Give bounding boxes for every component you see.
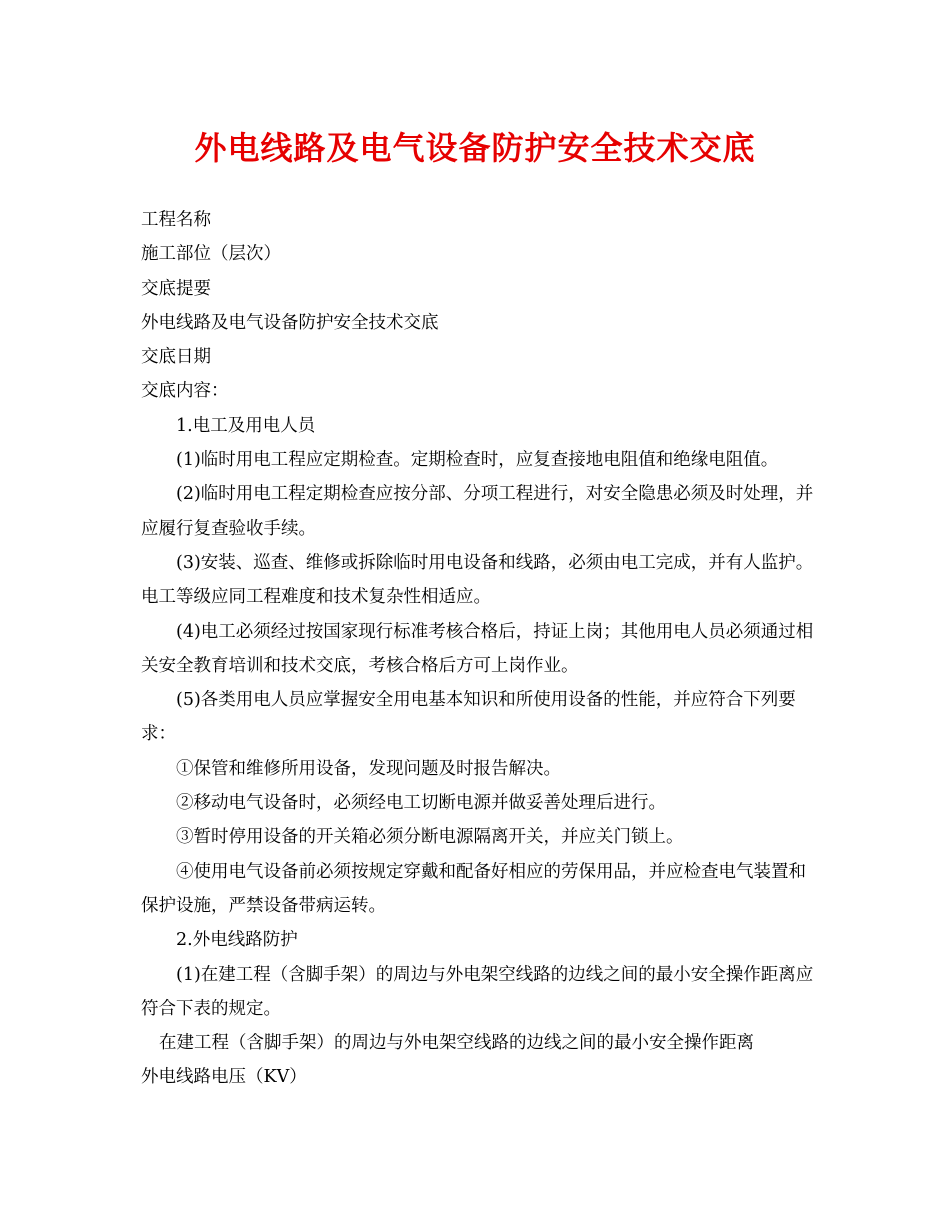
document-paragraph: ④使用电气设备前必须按规定穿戴和配备好相应的劳保用品，并应检查电气装置和保护设施，严禁设备带病运转。	[141, 861, 806, 916]
document-paragraph: (1)临时用电工程应定期检查。定期检查时，应复查接地电阻值和绝缘电阻值。	[176, 450, 779, 471]
document-paragraph: 交底内容：	[141, 381, 229, 402]
document-paragraph: (5)各类用电人员应掌握安全用电基本知识和所使用设备的性能，并应符合下列要求：	[141, 690, 796, 745]
document-paragraph: ①保管和维修所用设备，发现问题及时报告解决。	[176, 758, 561, 779]
document-paragraph: 外电线路及电气设备防护安全技术交底	[141, 312, 439, 333]
document-paragraph: 交底提要	[141, 278, 211, 299]
document-paragraph: (3)安装、巡查、维修或拆除临时用电设备和线路，必须由电工完成，并有人监护。电工等级应同工程难度和技术复杂性相适应。	[141, 552, 814, 608]
document-paragraph: 施工部位（层次）	[141, 244, 281, 265]
document-paragraph: (2)临时用电工程定期检查应按分部、分项工程进行，对安全隐患必须及时处理，并应履行复查验收手续。	[141, 484, 814, 539]
document-paragraph: 外电线路电压（KV）	[141, 1067, 307, 1088]
document-paragraph: 在建工程（含脚手架）的周边与外电架空线路的边线之间的最小安全操作距离	[159, 1033, 754, 1054]
document-paragraph: (1)在建工程（含脚手架）的周边与外电架空线路的边线之间的最小安全操作距离应符合下表的规定。	[141, 964, 814, 1019]
document-paragraph: 交底日期	[141, 347, 211, 368]
document-paragraph: 1.电工及用电人员	[176, 415, 316, 436]
document-paragraph: (4)电工必须经过按国家现行标准考核合格后，持证上岗；其他用电人员必须通过相关安全教育培训和技术交底，考核合格后方可上岗作业。	[141, 621, 814, 676]
document-paragraph: ②移动电气设备时，必须经电工切断电源并做妥善处理后进行。	[176, 793, 666, 814]
document-paragraph: 工程名称	[141, 210, 211, 230]
document-body	[141, 203, 821, 1095]
document-paragraph: 2.外电线路防护	[176, 930, 298, 951]
document-title: 外电线路及电气设备防护安全技术交底	[194, 129, 756, 167]
document-paragraph: ③暂时停用设备的开关箱必须分断电源隔离开关，并应关门锁上。	[176, 827, 684, 848]
